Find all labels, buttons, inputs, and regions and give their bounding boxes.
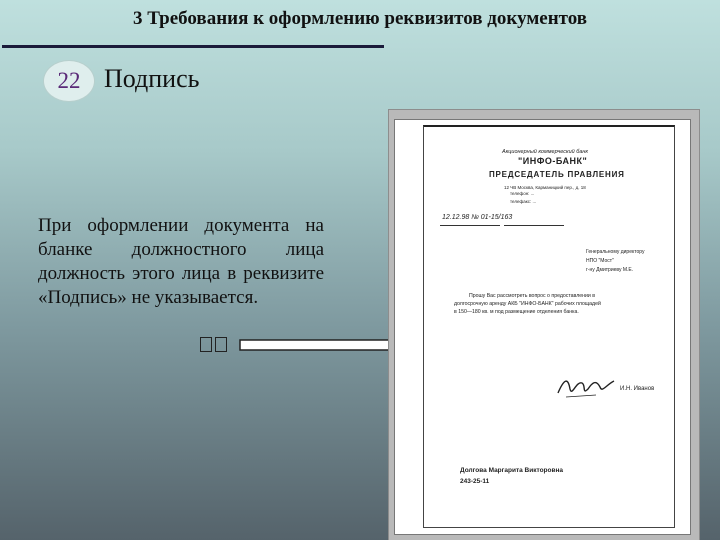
doc-addressee-2: НПО "Мост"	[586, 258, 614, 264]
signature-image	[556, 371, 616, 401]
doc-executor-phone: 243-25-11	[460, 478, 490, 485]
doc-date-underline	[440, 225, 500, 226]
doc-number-underline	[504, 225, 564, 226]
doc-body-3: в 150—180 кв. м под размещение отделения банка.	[454, 309, 579, 315]
document-image-frame	[389, 110, 699, 540]
missing-glyph-boxes	[200, 337, 227, 352]
doc-bank-name: "ИНФО-БАНК"	[518, 156, 588, 166]
doc-body-1: Прошу Вас рассмотреть вопрос о предоставлении в	[469, 293, 595, 299]
document-scan	[395, 120, 690, 534]
doc-address-3: телефакс: ...	[510, 199, 537, 204]
slide-number-badge	[44, 61, 94, 101]
doc-position: ПРЕДСЕДАТЕЛЬ ПРАВЛЕНИЯ	[489, 170, 625, 179]
section-heading: Подпись	[104, 64, 200, 93]
title-underline	[2, 45, 384, 48]
missing-glyph-box	[215, 337, 227, 352]
doc-addressee-1: Генеральному директору	[586, 249, 645, 255]
doc-address-2: телефон: ...	[510, 191, 535, 196]
doc-address-1: 12 ЧВ Москва, Карманицкий пер., д. 18	[504, 185, 586, 190]
doc-executor-name: Долгова Маргарита Викторовна	[460, 467, 564, 474]
missing-glyph-box	[200, 337, 212, 352]
doc-body-2: долгосрочную аренду АКБ "ИНФО-БАНК" рабочих площадей	[454, 301, 601, 307]
slide-number: 22	[57, 68, 81, 93]
doc-signer-name: И.Н. Иванов	[620, 386, 655, 392]
slide-title: 3 Требования к оформлению реквизитов документов	[132, 8, 588, 29]
body-paragraph: При оформлении документа на бланке должностного лица должность этого лица в реквизите «Подпись» не указывается.	[38, 215, 324, 308]
doc-registration: 12.12.98 № 01-15/163	[442, 214, 513, 221]
doc-addressee-3: г-ну Дмитриеву М.Е.	[586, 267, 634, 273]
document-border	[423, 125, 675, 528]
doc-letterhead-small: Акционерный коммерческий банк	[502, 149, 589, 155]
